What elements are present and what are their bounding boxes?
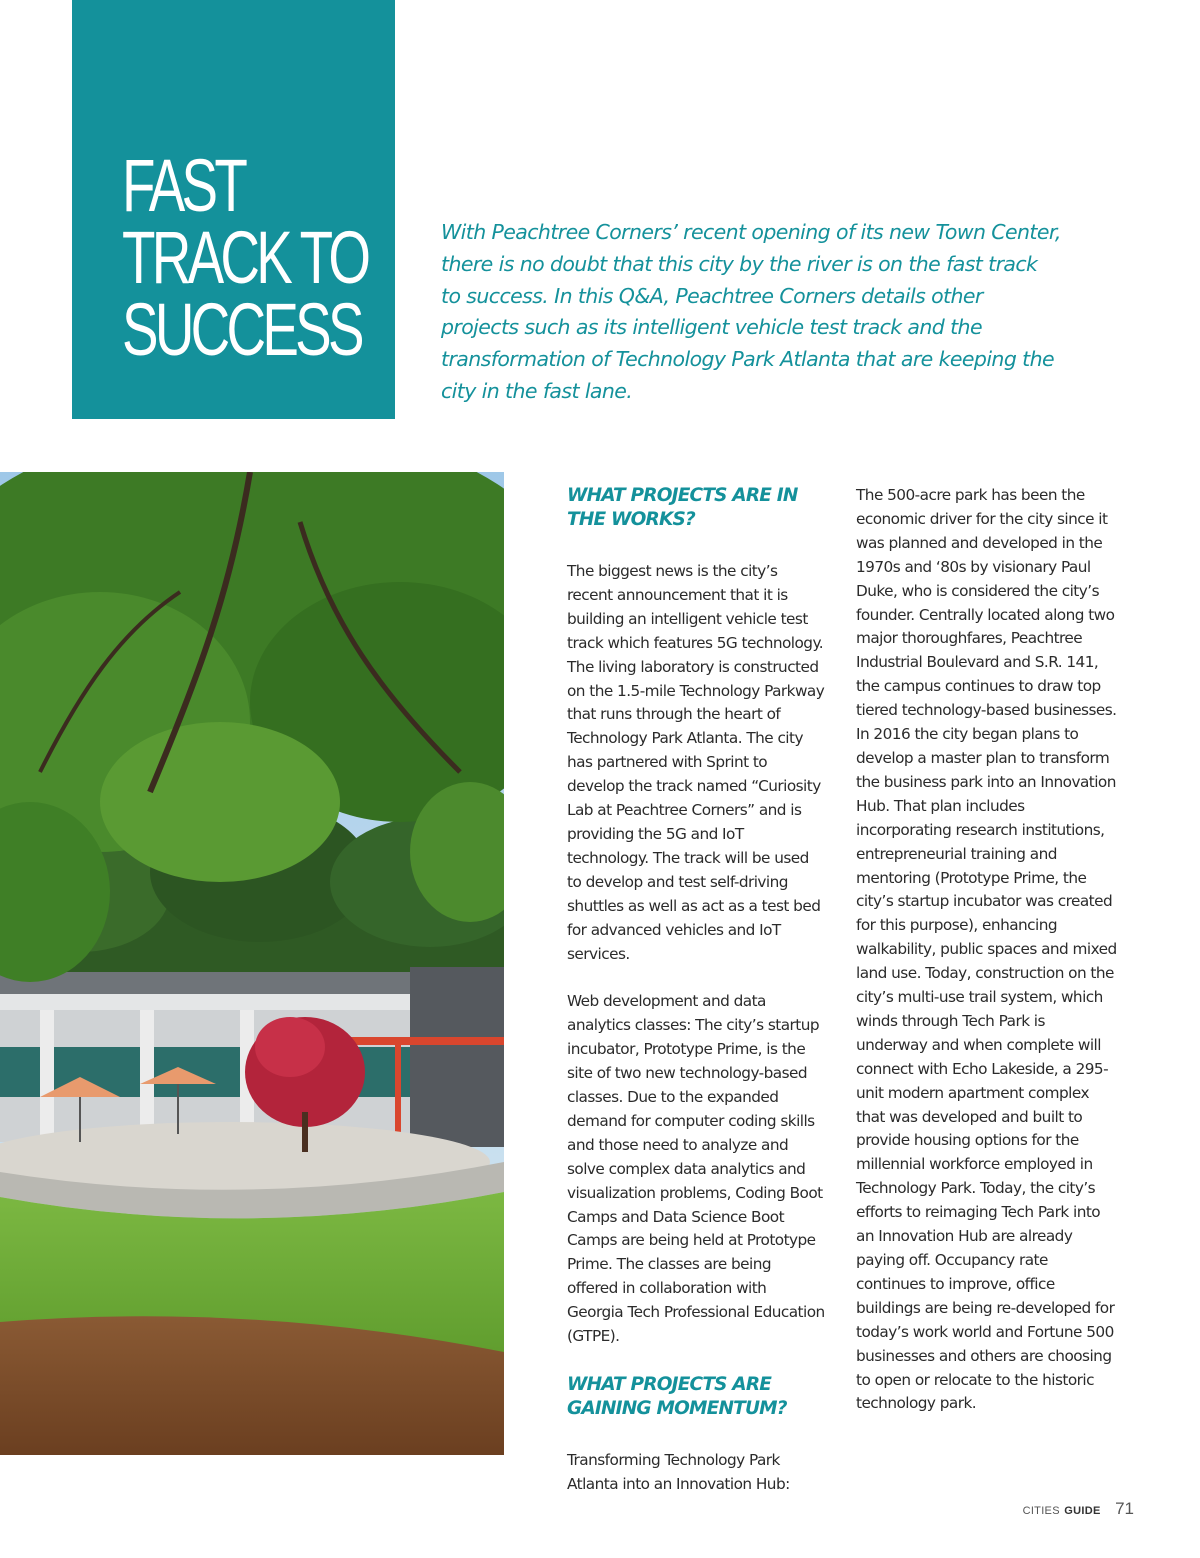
publication-name: CITIES [1022,1505,1060,1517]
title-line: SUCCESS [122,288,361,371]
paragraph: Web development and data analytics classes: The city’s startup incubator, Prototype Prime, is the site of two new technology-based classes. Due to the expanded demand for computer coding skills and those need to analyze and solve complex data analytics and visualization problems, Coding Boot Camps and Data Science Boot Camps are being held at Prototype Prime. The classes are being offered in collaboration with Georgia Tech Professional Education (GTPE). [567,992,825,1346]
section-heading: WHAT PROJECTS ARE IN THE WORKS? [567,485,798,530]
page-number: 71 [1115,1499,1134,1518]
paragraph: Transforming Technology Park Atlanta into an Innovation Hub: [567,1451,790,1493]
title-line: TRACK TO [122,216,368,299]
article-column-left [567,484,825,1521]
intro-text: With Peachtree Corners’ recent opening of its new Town Center, there is no doubt that this city by the river is on the fast track to success. In this Q&A, Peachtree Corners details other projects such as its intelligent vehicle test track and the transformation of Technology Park Atlanta that are keeping the city in the fast lane. [441,220,1061,403]
courtyard-photo [0,472,504,1455]
title-line: FAST [122,144,245,227]
paragraph: The biggest news is the city’s recent announcement that it is building an intelligent vehicle test track which features 5G technology. The living laboratory is constructed on the 1.5-mile Technology Parkway that runs through the heart of Technology Park Atlanta. The city has partnered with Sprint to develop the track named “Curiosity Lab at Peachtree Corners” and is providing the 5G and IoT technology. The track will be used to develop and test self-driving shuttles as well as act as a test bed for advanced vehicles and IoT services. [567,562,825,963]
title-block [72,0,395,419]
publication-name-bold: GUIDE [1064,1505,1101,1517]
page-footer [1023,1499,1134,1519]
section-heading: WHAT PROJECTS ARE GAINING MOMENTUM? [567,1374,787,1419]
article-column-right [856,484,1118,1440]
page-title [122,144,368,371]
paragraph: The 500-acre park has been the economic driver for the city since it was planned and developed in the 1970s and ‘80s by visionary Paul Duke, who is considered the city’s founder. Centrally located along two major thoroughfares, Peachtree Industrial Boulevard and S.R. 141, the campus continues to draw top tiered technology-based businesses. In 2016 the city began plans to develop a master plan to transform the business park into an Innovation Hub. That plan includes incorporating research institutions, entrepreneurial training and mentoring (Prototype Prime, the city’s startup incubator was created for this purpose), enhancing walkability, public spaces and mixed land use. Today, construction on the city’s multi-use trail system, which winds through Tech Park is underway and when complete will connect with Echo Lakeside, a 295-unit modern apartment complex that was developed and built to provide housing options for the millennial workforce employed in Technology Park. Today, the city’s efforts to reimaging Tech Park into an Innovation Hub are already paying off. Occupancy rate continues to improve, office buildings are being re-developed for today’s work world and Fortune 500 businesses and others are choosing to open or relocate to the historic technology park. [856,486,1117,1413]
